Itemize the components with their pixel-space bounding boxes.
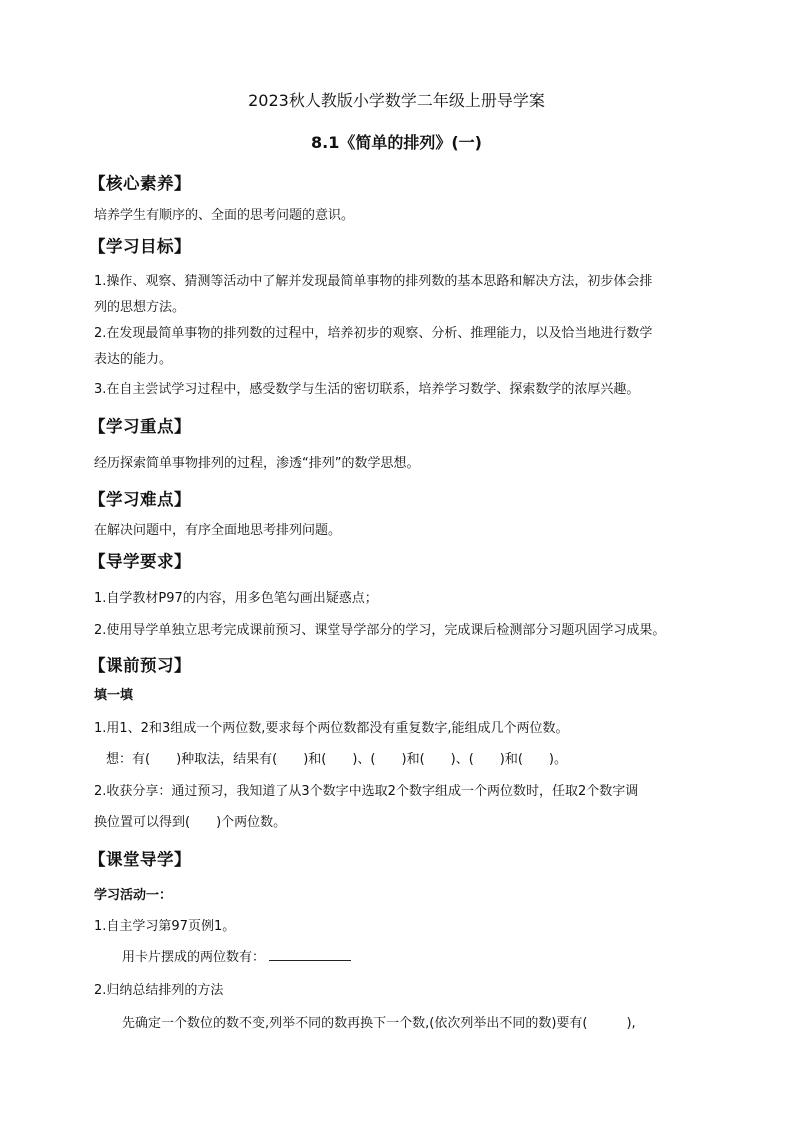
preview-subheading: 填一填 [94,688,134,703]
preview-question-2-line-1: 2.收获分享：通过预习，我知道了从3个数字中选取2个数字组成一个两位数时，任取2个数字调 [94,784,639,799]
learning-activity-label: 学习活动一： [94,888,173,903]
difficulty-text: 在解决问题中，有序全面地思考排列问题。 [94,523,342,538]
section-heading-core: 【核心素养】 [89,174,191,193]
section-heading-preview: 【课前预习】 [89,656,191,675]
section-heading-classroom: 【课堂导学】 [89,850,191,869]
answer-blank-line [269,948,351,961]
goal-item-2-line-2: 表达的能力。 [94,352,173,367]
section-heading-difficulty: 【学习难点】 [89,490,191,509]
classroom-item-1: 1.自主学习第97页例1。 [94,919,236,934]
requirement-item-1: 1.自学教材P97的内容，用多色笔勾画出疑惑点； [94,591,378,606]
section-heading-requirements: 【导学要求】 [89,552,191,571]
goal-item-1-line-1: 1.操作、观察、猜测等活动中了解并发现最简单事物的排列数的基本思路和解决方法，初步体会排 [94,274,653,289]
preview-question-1: 1.用1、2和3组成一个两位数,要求每个两位数都没有重复数字,能组成几个两位数。 [94,721,569,736]
document-title: 2023秋人教版小学数学二年级上册导学案 [248,91,545,110]
section-heading-goals: 【学习目标】 [89,237,191,256]
classroom-item-1-sub [122,946,351,965]
classroom-item-2-text: 先确定一个数位的数不变,列举不同的数再换下一个数,(依次列举出不同的数)要有( ), [122,1016,636,1031]
preview-question-2-line-2: 换位置可以得到( )个两位数。 [94,815,287,830]
classroom-item-2: 2.归纳总结排列的方法 [94,983,224,998]
goal-item-1-line-2: 列的思想方法。 [94,300,186,315]
lesson-title: 8.1《简单的排列》(一) [311,133,482,152]
section-heading-focus: 【学习重点】 [89,417,191,436]
goal-item-3: 3.在自主尝试学习过程中，感受数学与生活的密切联系，培养学习数学、探索数学的浓厚兴趣。 [94,382,640,397]
core-text: 培养学生有顺序的、全面的思考问题的意识。 [94,208,355,223]
requirement-item-2: 2.使用导学单独立思考完成课前预习、课堂导学部分的学习，完成课后检测部分习题巩固学习成果。 [94,623,666,638]
goal-item-2-line-1: 2.在发现最简单事物的排列数的过程中，培养初步的观察、分析、推理能力，以及恰当地进行数学 [94,326,653,341]
focus-text: 经历探索简单事物排列的过程，渗透“排列”的数学思想。 [94,456,420,471]
preview-question-1-think: 想：有( )种取法，结果有( )和( )、( )和( )、( )和( )。 [106,752,568,767]
two-digit-numbers-label: 用卡片摆成的两位数有： [122,950,266,965]
